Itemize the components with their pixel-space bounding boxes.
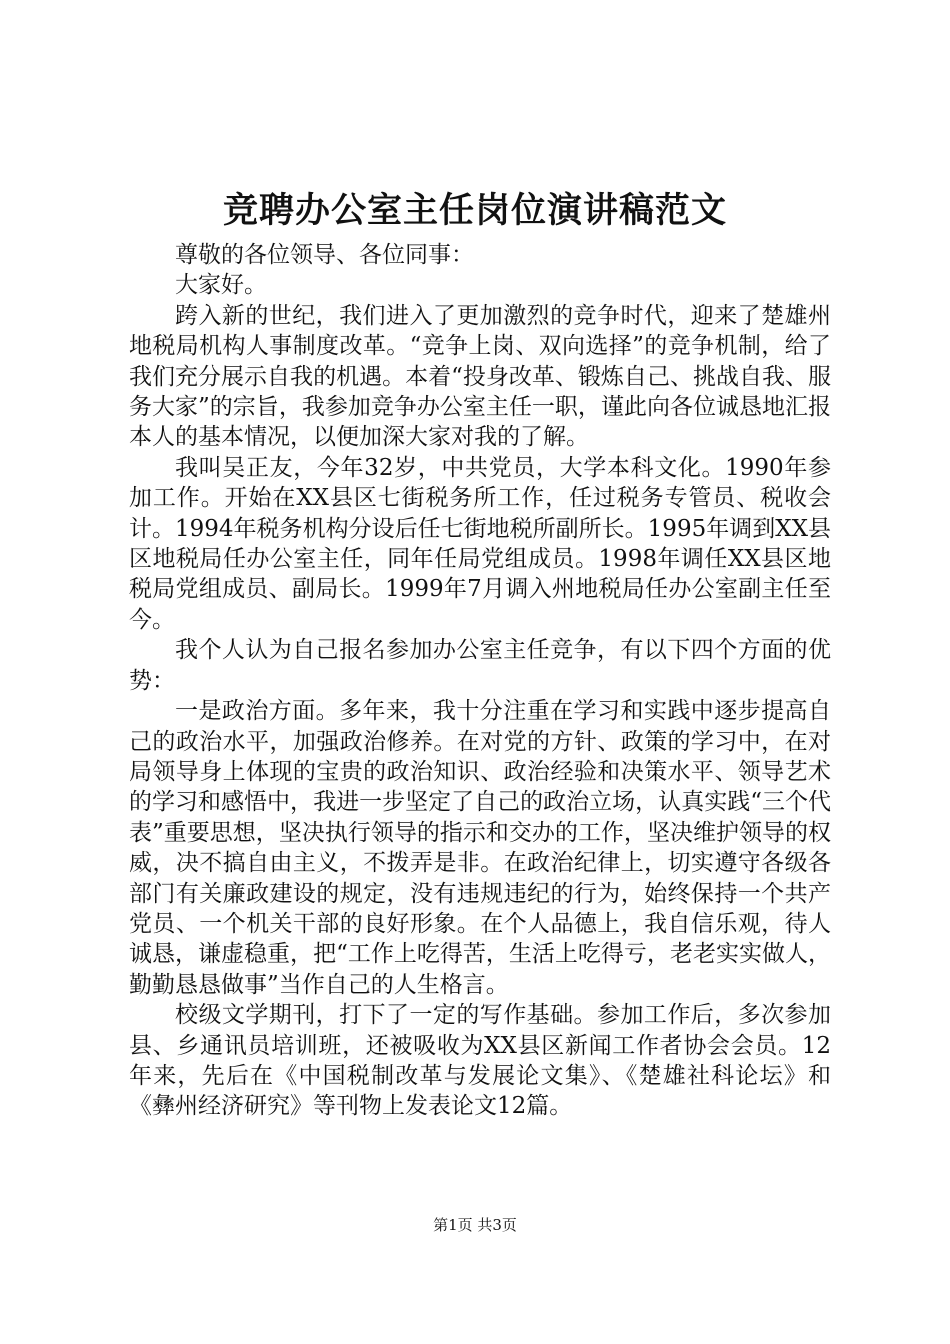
salutation: 尊敬的各位领导、各位同事： — [175, 242, 474, 268]
paragraph-advantages-intro: 我个人认为自己报名参加办公室主任竞争，有以下四个方面的优势： — [129, 637, 831, 694]
paragraph-writing: 校级文学期刊，打下了一定的写作基础。参加工作后，多次参加县、乡通讯员培训班，还被吸收为XX县区新闻工作者协会会员。12年来，先后在《中国税制改革与发展论文集》、《楚雄社科论坛》和《彝州经济研究》等刊物上发表论文12篇。 — [129, 1002, 831, 1120]
paragraph-intro: 跨入新的世纪，我们进入了更加激烈的竞争时代，迎来了楚雄州地税局机构人事制度改革。“竞争上岗、双向选择”的竞争机制，给了我们充分展示自我的机遇。本着“投身改革、锻炼自己、挑战自我、服务大家”的宗旨，我参加竞争办公室主任一职，谨此向各位诚恳地汇报本人的基本情况，以便加深大家对我的了解。 — [129, 302, 831, 451]
document-body — [129, 240, 831, 1122]
paragraph-background: 我叫吴正友，今年32岁，中共党员，大学本科文化。1990年参加工作。开始在XX县区七街税务所工作，任过税务专管员、税收会计。1994年税务机构分设后任七街地税所副所长。1995年调到XX县区地税局任办公室主任，同年任局党组成员。1998年调任XX县区地税局党组成员、副局长。1999年7月调入州地税局任办公室副主任至今。 — [129, 454, 831, 633]
paragraph-political: 一是政治方面。多年来，我十分注重在学习和实践中逐步提高自己的政治水平，加强政治修养。在对党的方针、政策的学习中，在对局领导身上体现的宝贵的政治知识、政治经验和决策水平、领导艺术的学习和感悟中，我进一步坚定了自己的政治立场，认真实践“三个代表”重要思想，坚决执行领导的指示和交办的工作，坚决维护领导的权威，决不搞自由主义，不拨弄是非。在政治纪律上，切实遵守各级各部门有关廉政建设的规定，没有违规违纪的行为，始终保持一个共产党员、一个机关干部的良好形象。在个人品德上，我自信乐观，待人诚恳，谦虚稳重，把“工作上吃得苦，生活上吃得亏，老老实实做人，勤勤恳恳做事”当作自己的人生格言。 — [129, 698, 831, 998]
document-title: 竞聘办公室主任岗位演讲稿范文 — [222, 190, 727, 231]
greeting: 大家好。 — [175, 272, 267, 299]
page-footer: 第1页 共3页 — [433, 1216, 517, 1234]
